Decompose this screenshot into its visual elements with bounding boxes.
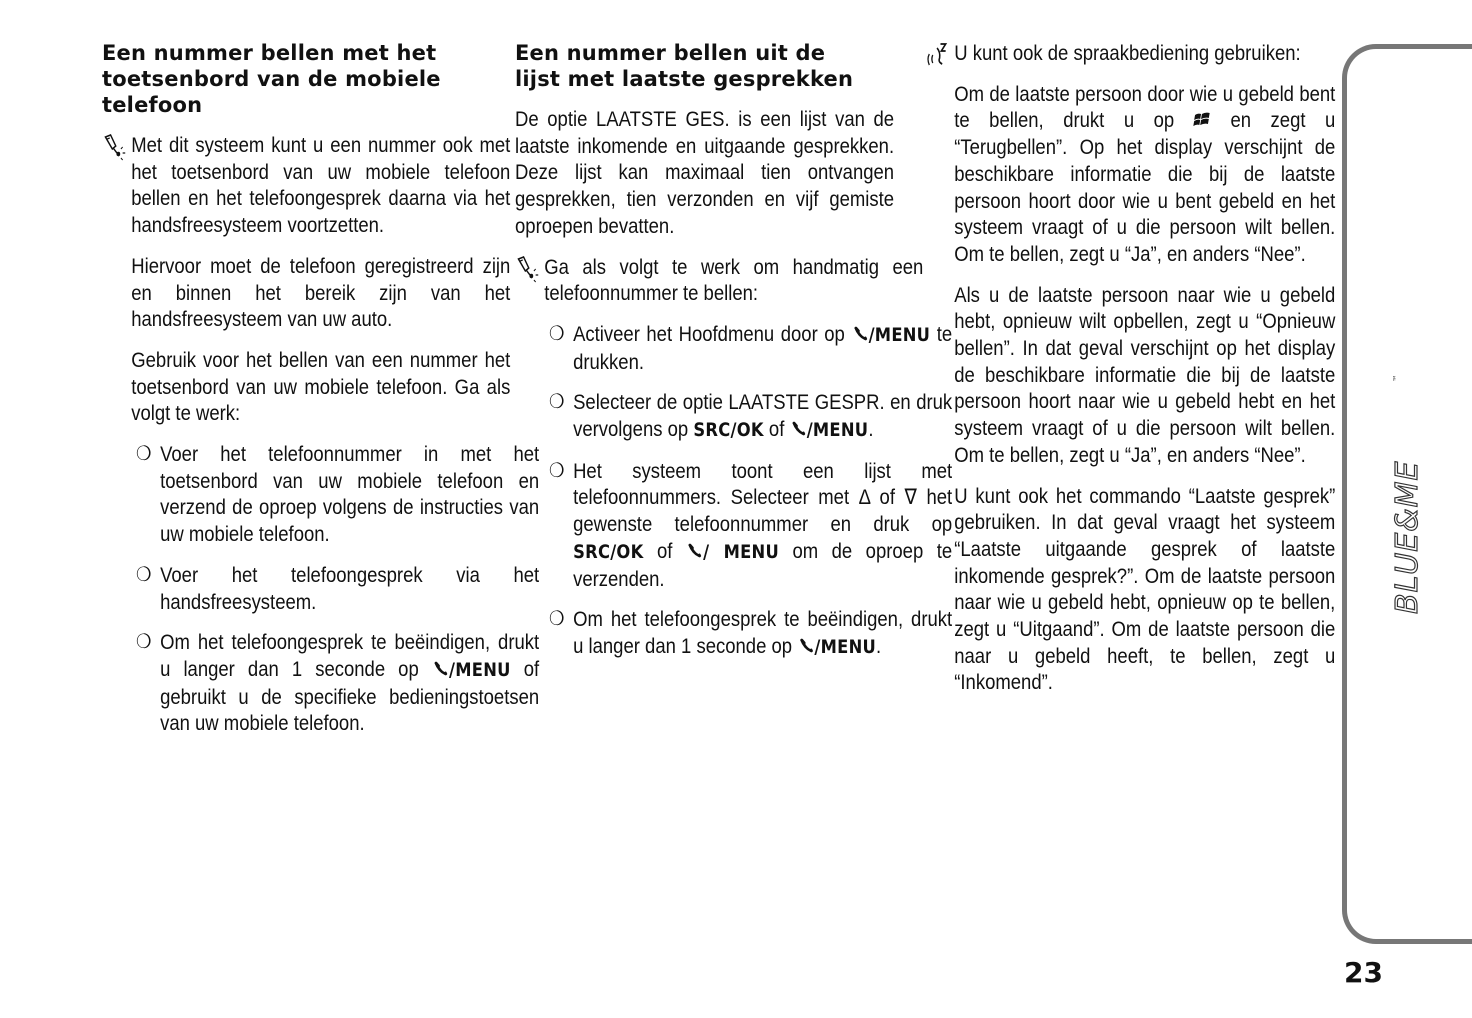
bullet-icon: ❍ — [136, 563, 152, 586]
bullet-icon: ❍ — [136, 631, 152, 654]
column-2 — [515, 40, 953, 675]
down-arrow-icon: ∇ — [904, 485, 917, 510]
voice-button-icon — [1194, 111, 1211, 129]
bullet-icon: ❍ — [549, 322, 565, 345]
voice-intro-paragraph: U kunt ook de spraakbediening gebruiken: — [925, 40, 1335, 67]
phone-handset-icon — [851, 323, 868, 343]
up-arrow-icon: Δ — [858, 485, 870, 510]
redial-paragraph: Als u de laatste persoon naar wie u gebeld hebt, opnieuw wilt opbellen, zegt u “Opnieuw bellen”. In dat geval verschijnt op het display de beschikbare informatie die bij de laatste persoon hoort naar wie u gebeld hebt en het systeem vraagt of u die persoon wilt bellen. Om te bellen, zegt u “Ja”, en anders “Nee”. — [954, 282, 1336, 467]
manual-phone-icon — [102, 134, 128, 160]
svg-text:BLUE&ME: BLUE&ME — [1390, 460, 1425, 614]
section-heading-last-calls: Een nummer bellen uit de lijst met laatste gesprekken — [515, 41, 854, 91]
list-item: ❍ Om het telefoongesprek te beëindigen, drukt u langer dan 1 seconde op /MENU. — [549, 607, 953, 658]
manual-phone-icon — [515, 256, 541, 282]
column-1 — [102, 40, 540, 751]
list-item: ❍ Activeer het Hoofdmenu door op /MENU te drukken. — [549, 321, 953, 374]
list-item: ❍ Om het telefoongesprek te beëindigen, drukt u langer dan 1 seconde op /MENU of gebruikt u de specifieke bedieningstoetsen van uw mobiele telefoon. — [136, 630, 540, 736]
list-item: ❍ Voer het telefoongesprek via het handsfreesysteem. — [136, 562, 540, 614]
phone-handset-icon — [789, 418, 806, 438]
last-calls-paragraph: De optie LAATSTE GES. is een lijst van de laatste inkomende en uitgaande gesprekken. Deze lijst kan maximaal tien ontvangen gesprekken, tien verzonden en vijf gemiste oproepen bevatten. — [515, 107, 895, 238]
bullet-icon: ❍ — [549, 608, 565, 631]
list-item: ❍ Selecteer de optie LAATSTE GESPR. en druk vervolgens op SRC/OK of /MENU. — [549, 390, 953, 442]
registration-paragraph: Hiervoor moet de telefoon geregistreerd zijn en binnen het bereik zijn van het handsfreesysteem van uw auto. — [131, 253, 511, 332]
page-number: 23 — [1344, 956, 1383, 989]
bullet-icon: ❍ — [136, 443, 152, 466]
last-call-paragraph: U kunt ook het commando “Laatste gesprek” gebruiken. In dat geval vraagt het systeem “Laatste uitgaande gesprek of laatste inkomende gesprek?”. Om de laatste persoon naar wie u gebeld hebt, opnieuw op te bellen, zegt u “Uitgaand”. Om de laatste persoon die naar u gebeld heeft, te bellen, zegt u “Inkomend”. — [954, 483, 1336, 695]
voice-command-icon — [925, 42, 951, 68]
svg-text:™: ™ — [1392, 374, 1401, 382]
phone-handset-icon — [432, 658, 449, 678]
section-heading-keypad: Een nummer bellen met het toetsenbord van de mobiele telefoon — [102, 41, 441, 117]
callback-paragraph: Om de laatste persoon door wie u gebeld bent te bellen, drukt u op en zegt u “Terugbellen”. Op het display verschijnt de beschikbare informatie die bij de laatste persoon hoort door wie u bent gebeld en het systeem vraagt of u die persoon wilt bellen. Om te bellen, zegt u “Ja”, en anders “Nee”. — [954, 81, 1336, 266]
list-item: ❍ Voer het telefoonnummer in met het toetsenbord van uw mobiele telefoon en verzend de oproep volgens de instructies van uw mobiele telefoon. — [136, 442, 540, 547]
bullet-icon: ❍ — [549, 391, 565, 414]
intro-paragraph: Met dit systeem kunt u een nummer ook met het toetsenbord van uw mobiele telefoon bellen en het telefoongesprek daarna via het handsfreesysteem voortzetten. — [102, 132, 510, 239]
manual-intro-paragraph: Ga als volgt te werk om handmatig een telefoonnummer te bellen: — [515, 254, 923, 307]
phone-handset-icon — [686, 540, 703, 560]
keypad-paragraph: Gebruik voor het bellen van een nummer het toetsenbord van uw mobiele telefoon. Ga als volgt te werk: — [131, 347, 511, 426]
column-3 — [925, 40, 1336, 710]
bullet-icon: ❍ — [549, 459, 565, 482]
list-item: ❍ Het systeem toont een lijst met telefoonnummers. Selecteer met Δ of ∇ het gewenste telefoonnummer en druk op SRC/OK of / MENU om de oproep te verzenden. — [549, 458, 953, 591]
blue-and-me-logo — [1390, 374, 1425, 618]
phone-handset-icon — [797, 635, 814, 655]
